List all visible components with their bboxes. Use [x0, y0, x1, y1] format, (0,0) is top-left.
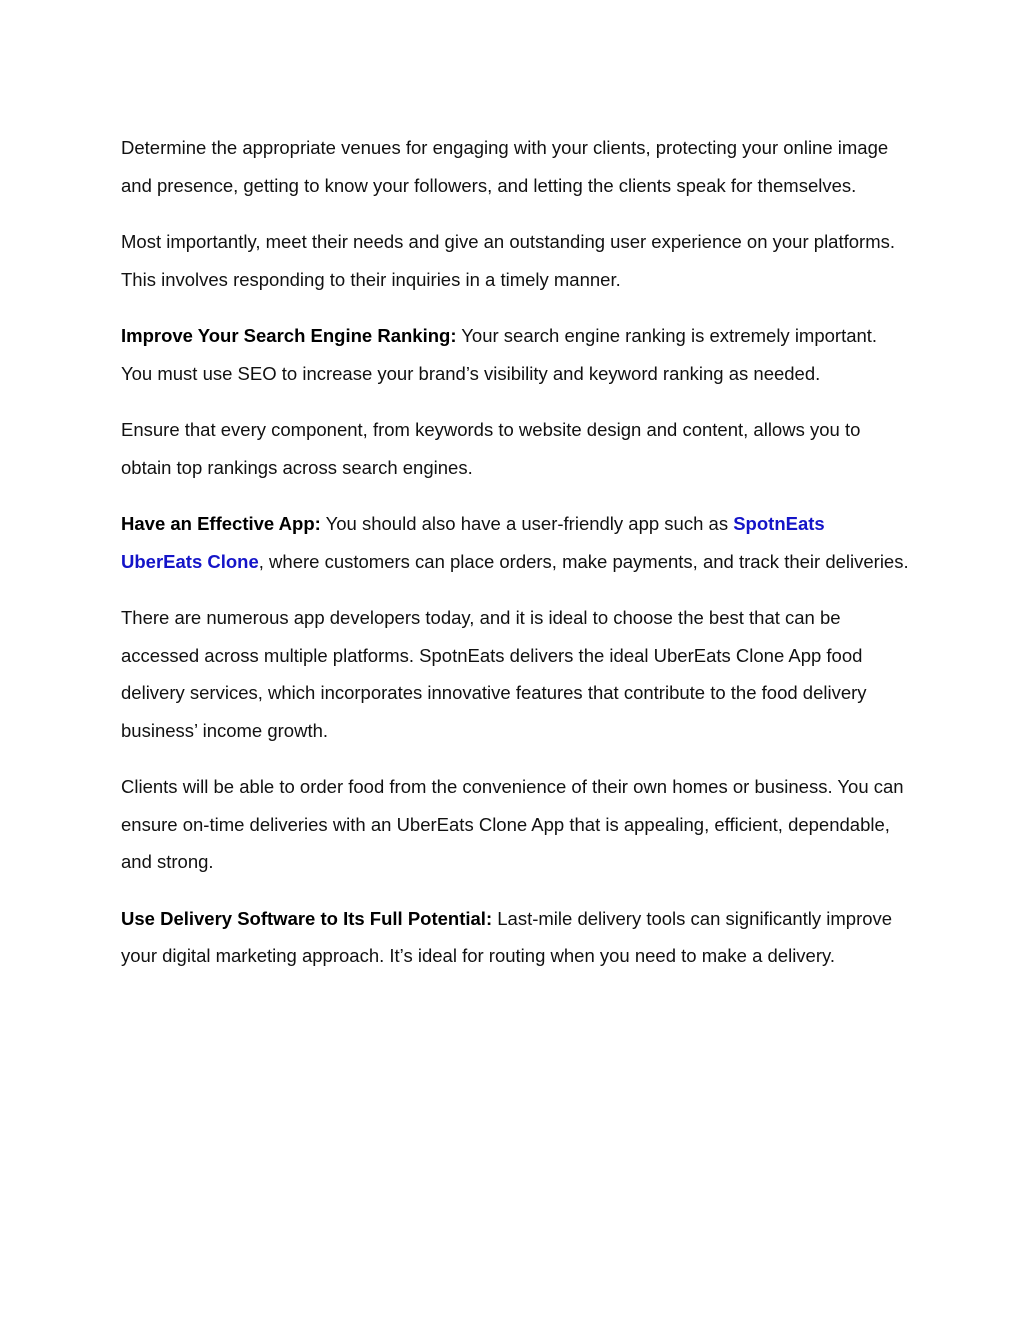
paragraph-clients [121, 768, 911, 881]
paragraph-text: Most importantly, meet their needs and give an outstanding user experience on your platforms. This involves responding to their inquiries in a timely manner. [121, 230, 895, 290]
paragraph-effective-app [121, 505, 911, 580]
paragraph-heading: Have an Effective App: [121, 512, 321, 534]
spotneats-clone-link[interactable]: SpotnEats UberEats Clone [121, 512, 825, 572]
paragraph-text: Determine the appropriate venues for engaging with your clients, protecting your online image and presence, getting to know your followers, and letting the clients speak for themselves. [121, 137, 889, 196]
paragraph-heading: Use Delivery Software to Its Full Potential: [121, 907, 493, 929]
paragraph-user-experience [121, 223, 911, 298]
paragraph-text: Clients will be able to order food from the convenience of their own homes or business. You can ensure on-time deliveries with an UberEats Clone App that is appealing, efficient, dependable, and strong. [121, 776, 904, 873]
paragraph-text: You should also have a user-friendly app such as [320, 512, 734, 534]
document-page [121, 129, 911, 994]
paragraph-text: There are numerous app developers today, and it is ideal to choose the best that can be accessed across multiple platforms. SpotnEats delivers the ideal UberEats Clone App food delivery services, which incorporates innovative features that contribute to the food delivery business’ income growth. [121, 606, 867, 741]
paragraph-venues [121, 129, 911, 204]
paragraph-text: Your search engine ranking is extremely important. You must use SEO to increase your brand’s visibility and keyword ranking as needed. [121, 324, 878, 384]
paragraph-text: Last-mile delivery tools can significantly improve your digital marketing approach. It’s ideal for routing when you need to make a delivery. [121, 907, 893, 967]
paragraph-text: Ensure that every component, from keywords to website design and content, allows you to obtain top rankings across search engines. [121, 418, 861, 478]
paragraph-app-developers [121, 599, 911, 749]
paragraph-text: , where customers can place orders, make payments, and track their deliveries. [258, 550, 909, 572]
paragraph-heading: Improve Your Search Engine Ranking: [121, 324, 457, 346]
paragraph-keywords [121, 411, 911, 486]
paragraph-delivery-software [121, 900, 911, 975]
paragraph-search-ranking [121, 317, 911, 392]
